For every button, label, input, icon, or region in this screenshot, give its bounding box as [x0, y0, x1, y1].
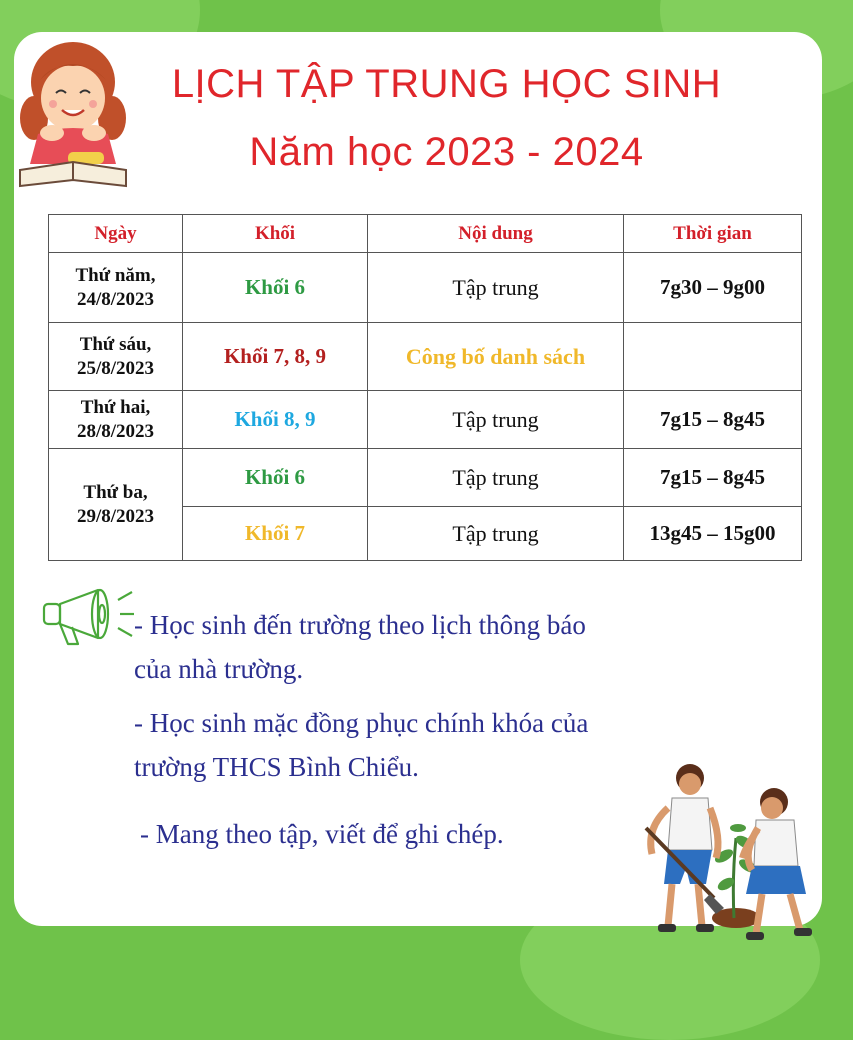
grade-cell: Khối 7, 8, 9 [183, 323, 368, 391]
day-name: Thứ ba, [83, 481, 148, 503]
page-title: LỊCH TẬP TRUNG HỌC SINH [171, 62, 722, 106]
day-date: 28/8/2023 [76, 420, 155, 442]
day-cell [49, 253, 183, 323]
table-row [49, 253, 802, 323]
note-3: - Mang theo tập, viết để ghi chép. [140, 819, 504, 849]
time-cell: 7g30 – 9g00 [624, 253, 802, 323]
time-cell [624, 323, 802, 391]
header-grade: Khối [183, 215, 368, 253]
content-cell: Tập trung [368, 391, 624, 449]
schedule-table [48, 214, 802, 561]
table-row [49, 391, 802, 449]
grade-cell: Khối 6 [183, 253, 368, 323]
header-content: Nội dung [368, 215, 624, 253]
day-cell [49, 391, 183, 449]
time-cell: 7g15 – 8g45 [624, 391, 802, 449]
megaphone-icon [38, 584, 136, 650]
content-cell: Tập trung [368, 253, 624, 323]
day-date: 24/8/2023 [76, 288, 155, 310]
table-row [49, 323, 802, 391]
grade-cell: Khối 8, 9 [183, 391, 368, 449]
day-date: 29/8/2023 [76, 505, 155, 527]
children-planting-icon [606, 758, 836, 950]
content-cell: Tập trung [368, 449, 624, 507]
note-1-line-2: của nhà trường. [134, 654, 304, 684]
day-cell [49, 323, 183, 391]
day-name: Thứ sáu, [79, 333, 152, 355]
grade-cell: Khối 7 [183, 507, 368, 561]
grade-cell: Khối 6 [183, 449, 368, 507]
header-day: Ngày [49, 215, 183, 253]
day-name: Thứ năm, [75, 264, 156, 286]
note-2 [134, 701, 588, 789]
day-date: 25/8/2023 [76, 357, 155, 379]
time-cell: 13g45 – 15g00 [624, 507, 802, 561]
school-year-subtitle: Năm học 2023 - 2024 [249, 130, 644, 174]
note-2-line-2: trường THCS Bình Chiểu. [134, 752, 419, 782]
content-cell: Công bố danh sách [368, 323, 624, 391]
note-1-line-1: - Học sinh đến trường theo lịch thông báo [134, 610, 586, 640]
table-header-row [49, 215, 802, 253]
time-cell: 7g15 – 8g45 [624, 449, 802, 507]
day-name: Thứ hai, [80, 396, 151, 418]
day-cell [49, 449, 183, 561]
note-2-line-1: - Học sinh mặc đồng phục chính khóa của [134, 708, 589, 738]
note-1 [134, 603, 586, 691]
table-row [49, 449, 802, 507]
content-cell: Tập trung [368, 507, 624, 561]
header-time: Thời gian [624, 215, 802, 253]
